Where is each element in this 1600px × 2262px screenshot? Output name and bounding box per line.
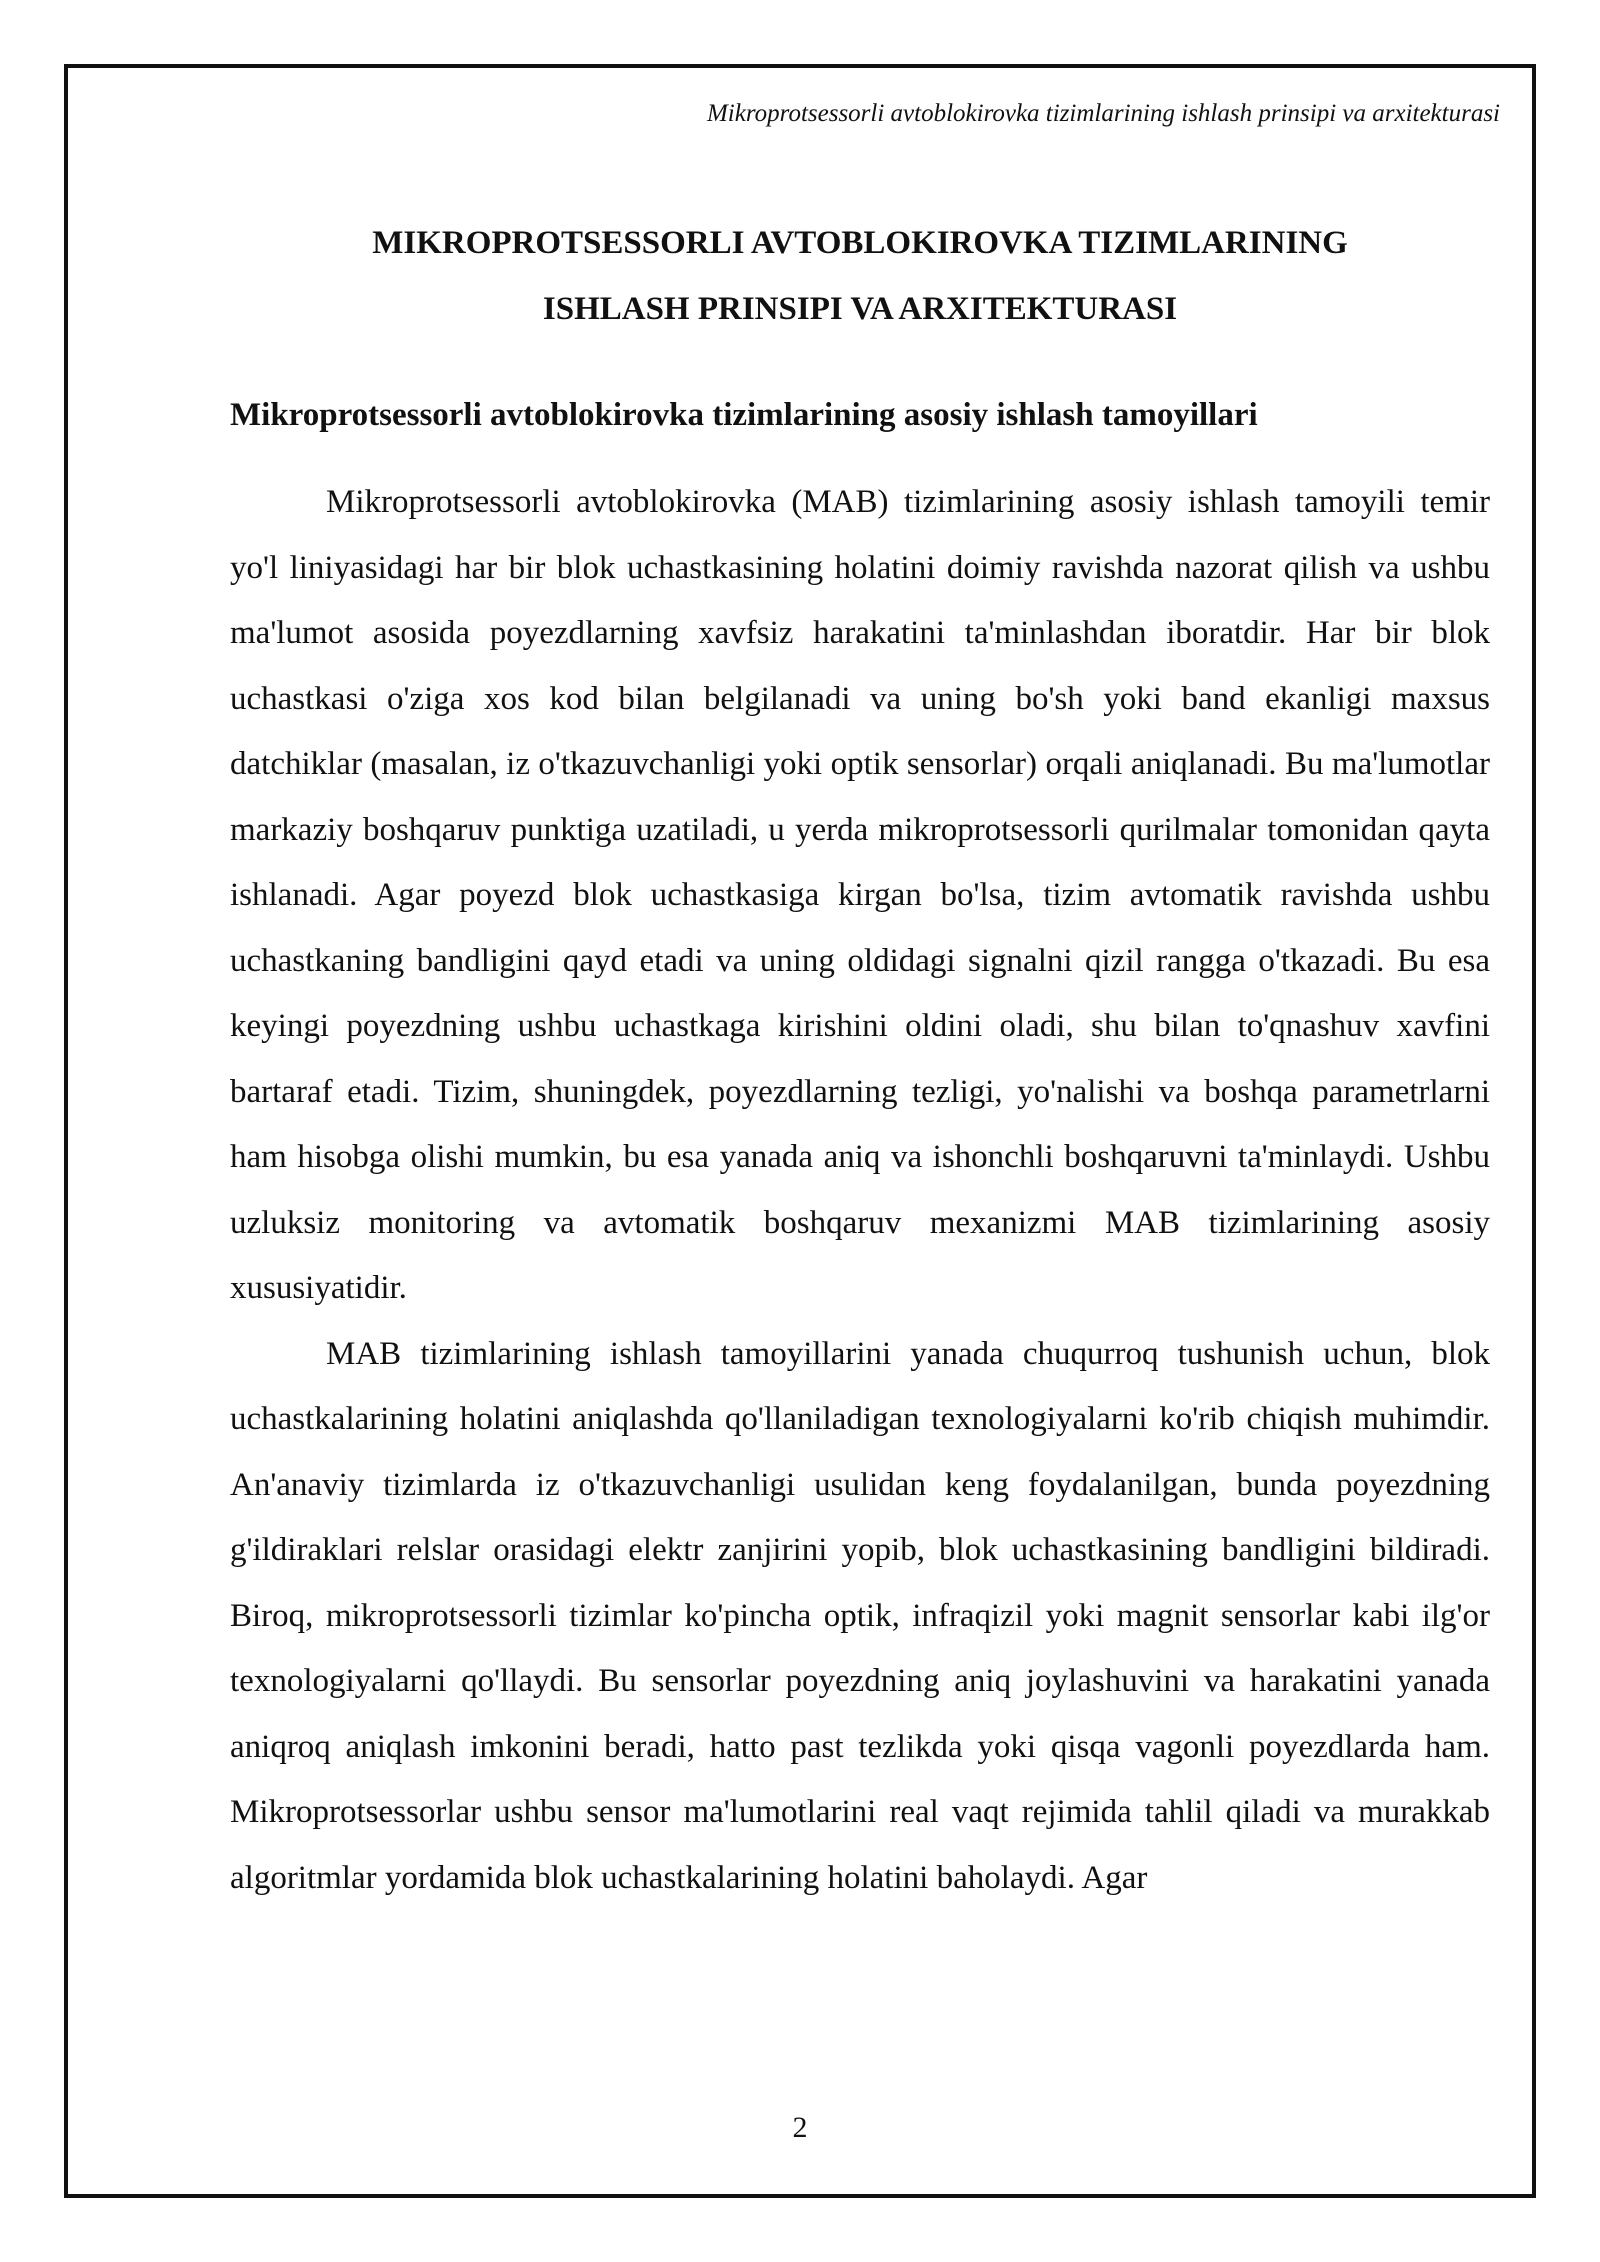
paragraph-2: MAB tizimlarining ishlash tamoyillarini yanada chuqurroq tushunish uchun, blok uchastkalarining holatini aniqlashda qo'llaniladigan texnologiyalarni ko'rib chiqish muhimdir. An'anaviy tizimlarda iz o'tkazuvchanligi usulidan keng foydalanilgan, bunda poyezdning g'ildiraklari relslar orasidagi elektr zanjirini yopib, blok uchastkasining bandligini bildiradi. Biroq, mikroprotsessorli tizimlar ko'pincha optik, infraqizil yoki magnit sensorlar kabi ilg'or texnologiyalarni qo'llaydi. Bu sensorlar poyezdning aniq joylashuvini va harakatini yanada aniqroq aniqlash imkonini beradi, hatto past tezlikda yoki qisqa vagonli poyezdlarda ham. Mikroprotsessorlar ushbu sensor ma'lumotlarini real vaqt rejimida tahlil qiladi va murakkab algoritmlar yordamida blok uchastkalarining holatini baholaydi. Agar	[230, 1335, 1490, 1896]
paragraph-1: Mikroprotsessorli avtoblokirovka (MAB) tizimlarining asosiy ishlash tamoyili temir yo'l liniyasidagi har bir blok uchastkasining holatini doimiy ravishda nazorat qilish va ushbu ma'lumot asosida poyezdlarning xavfsiz harakatini ta'minlashdan iboratdir. Har bir blok uchastkasi o'ziga xos kod bilan belgilanadi va uning bo'sh yoki band ekanligi maxsus datchiklar (masalan, iz o'tkazuvchanligi yoki optik sensorlar) orqali aniqlanadi. Bu ma'lumotlar markaziy boshqaruv punktiga uzatiladi, u yerda mikroprotsessorli qurilmalar tomonidan qayta ishlanadi. Agar poyezd blok uchastkasiga kirgan bo'lsa, tizim avtomatik ravishda ushbu uchastkaning bandligini qayd etadi va uning oldidagi signalni qizil rangga o'tkazadi. Bu esa keyingi poyezdning ushbu uchastkaga kirishini oldini oladi, shu bilan to'qnashuv xavfini bartaraf etadi. Tizim, shuningdek, poyezdlarning tezligi, yo'nalishi va boshqa parametrlarni ham hisobga olishi mumkin, bu esa yanada aniq va ishonchli boshqaruvni ta'minlaydi. Ushbu uzluksiz monitoring va avtomatik boshqaruv mexanizmi MAB tizimlarining asosiy xususiyatidir.	[230, 484, 1490, 1306]
document-title-line-2: ISHLASH PRINSIPI VA ARXITEKTURASI	[542, 291, 1178, 327]
document-title	[230, 210, 1490, 342]
body-text	[230, 470, 1490, 1911]
document-title-line-1: MIKROPROTSESSORLI AVTOBLOKIROVKA TIZIMLARINING	[372, 225, 1348, 261]
section-heading: Mikroprotsessorli avtoblokirovka tizimlarining asosiy ishlash tamoyillari	[230, 397, 1258, 433]
running-header: Mikroprotsessorli avtoblokirovka tizimlarining ishlash prinsipi va arxitekturasi	[706, 100, 1500, 127]
page-number: 2	[792, 2111, 808, 2144]
